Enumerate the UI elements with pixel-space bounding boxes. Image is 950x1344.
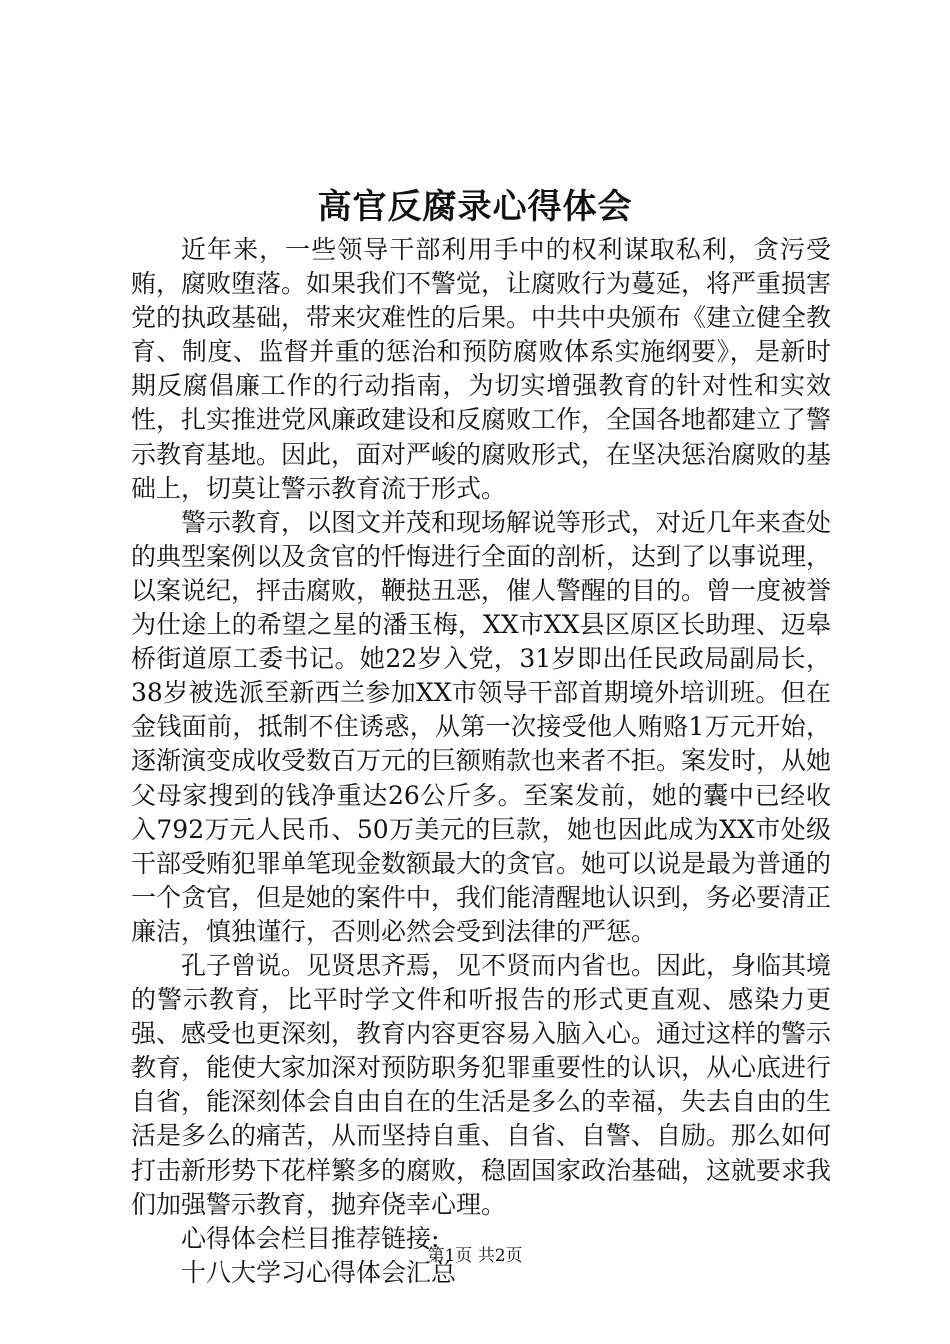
document-body	[131, 233, 831, 1290]
links-heading: 心得体会栏目推荐链接:	[181, 1223, 440, 1253]
document-title: 高官反腐录心得体会	[317, 187, 633, 227]
paragraph-1: 近年来，一些领导干部利用手中的权利谋取私利，贪污受贿，腐败堕落。如果我们不警觉，让腐败行为蔓延，将严重损害党的执政基础，带来灾难性的后果。中共中央颁布《建立健全教育、制度、监督并重的惩治和预防腐败体系实施纲要》，是新时期反腐倡廉工作的行动指南，为切实增强教育的针对性和实效性，扎实推进党风廉政建设和反腐败工作，全国各地都建立了警示教育基地。因此，面对严峻的腐败形式，在坚决惩治腐败的基础上，切莫让警示教育流于形式。	[131, 235, 832, 503]
recommended-link[interactable]: 十八大学习心得体会汇总	[181, 1257, 457, 1287]
paragraph-3: 孔子曾说。见贤思齐焉，见不贤而内省也。因此，身临其境的警示教育，比平时学文件和听报告的形式更直观、感染力更强、感受也更深刻，教育内容更容易入脑入心。通过这样的警示教育，能使大家加深对预防职务犯罪重要性的认识，从心底进行自省，能深刻体会自由自在的生活是多么的幸福，失去自由的生活是多么的痛苦，从而坚持自重、自省、自警、自励。那么如何打击新形势下花样繁多的腐败，稳固国家政治基础，这就要求我们加强警示教育，抛弃侥幸心理。	[131, 950, 832, 1219]
page-footer: 第1页 共2页	[427, 1246, 523, 1266]
paragraph-2: 警示教育，以图文并茂和现场解说等形式，对近几年来查处的典型案例以及贪官的忏悔进行全面的剖析，达到了以事说理，以案说纪，抨击腐败，鞭挞丑恶，催人警醒的目的。曾一度被誉为仕途上的希望之星的潘玉梅，XX市XX县区原区长助理、迈皋桥街道原工委书记。她22岁入党，31岁即出任民政局副局长，38岁被选派至新西兰参加XX市领导干部首期境外培训班。但在金钱面前，抵制不住诱惑，从第一次接受他人贿赂1万元开始，逐渐演变成收受数百万元的巨额贿款也来者不拒。案发时，从她父母家搜到的钱净重达26公斤多。至案发前，她的囊中已经收入792万元人民币、50万美元的巨款，她也因此成为XX市处级干部受贿犯罪单笔现金数额最大的贪官。她可以说是最为普通的一个贪官，但是她的案件中，我们能清醒地认识到，务必要清正廉洁，慎独谨行，否则必然会受到法律的严惩。	[131, 507, 832, 946]
